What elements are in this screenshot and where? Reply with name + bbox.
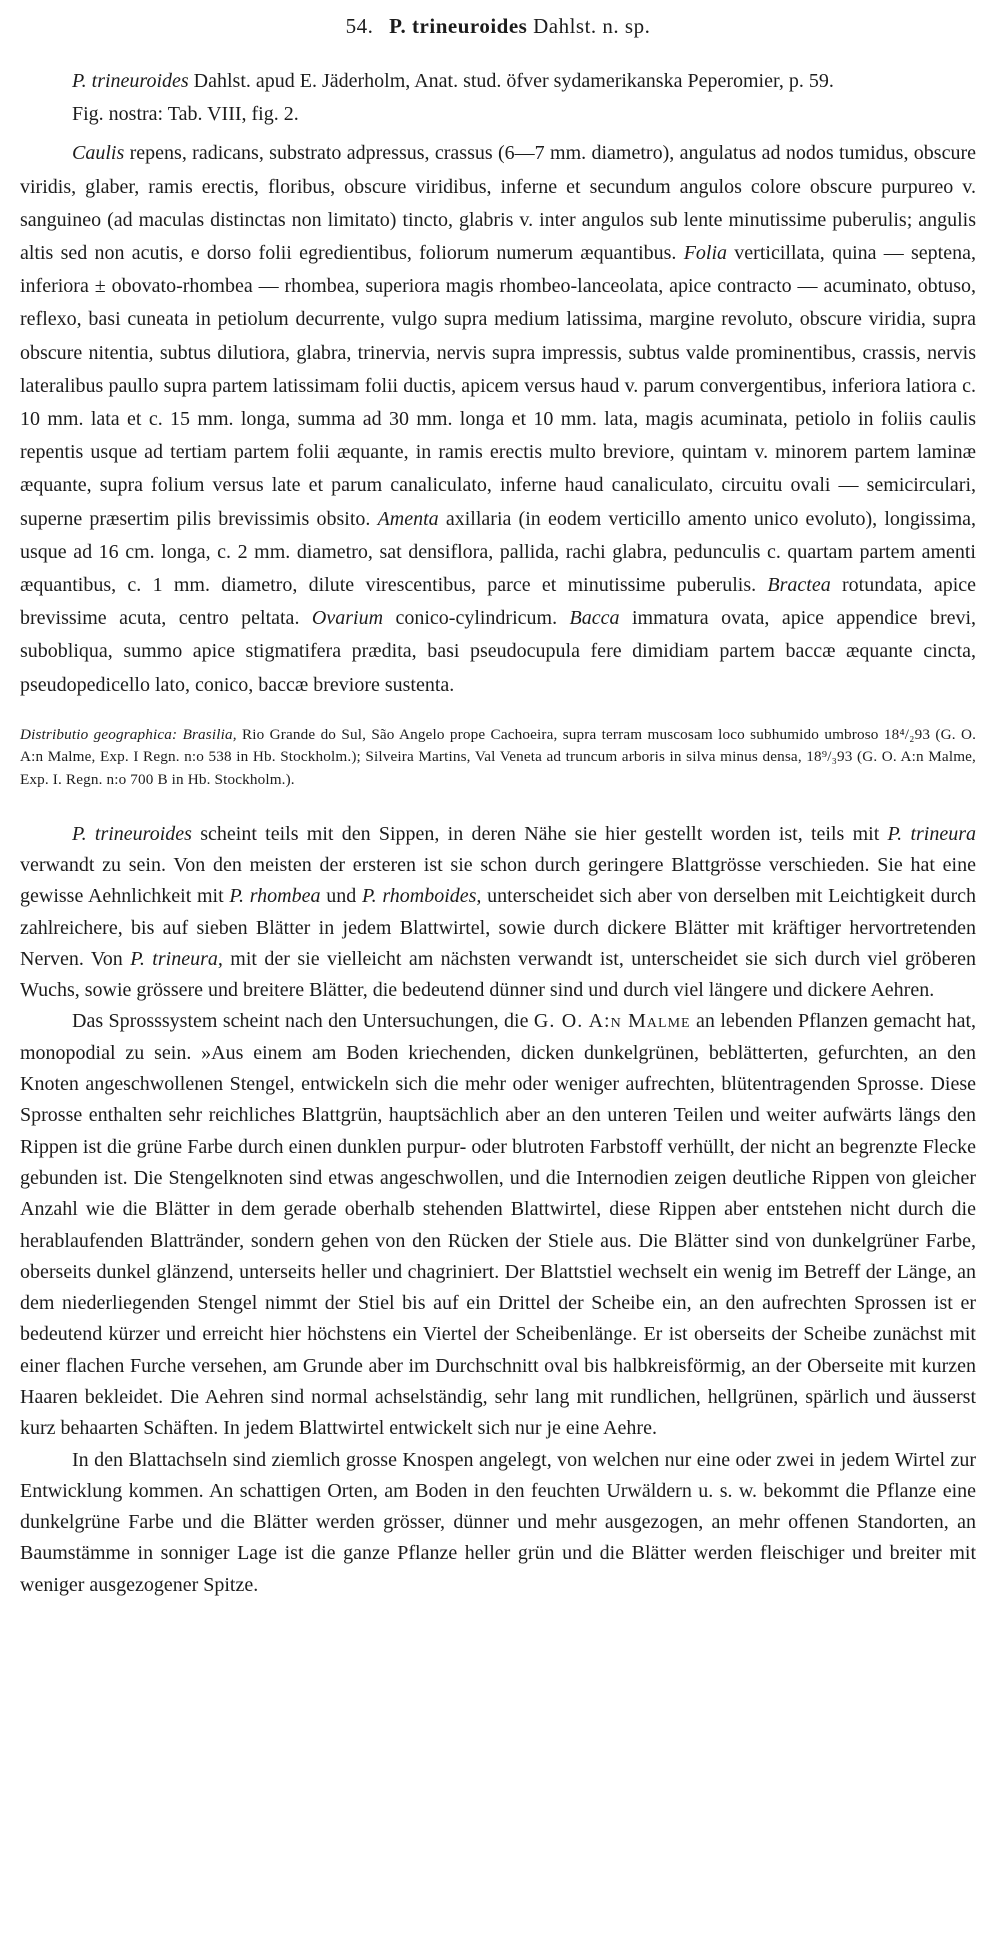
- taxon-name: P. rhombea: [229, 885, 321, 908]
- figure-reference: Fig. nostra: Tab. VIII, fig. 2.: [72, 103, 299, 126]
- discussion-paragraph-2: [20, 1006, 976, 1444]
- bacca-text: immatura ovata, apice appendice brevi, subobliqua, summo apice stigmatifera prædita, basi pseudocupula fere dimidiam partem baccæ æquante cincta, pseudopedicello lato, conico, baccæ breviore sustenta.: [20, 607, 977, 696]
- folia-text: verticillata, quina — septena, inferiora ± obovato-rhombea — rhombea, superiora magis rhombeo-lanceolata, apice contracto — acuminato, obtuso, reflexo, basi cuneata in petiolum decurrente, vulgo supra medium latissima, margine revoluto, obscure viridia, supra obscure nitentia, subtus dilutiora, glabra, trinervia, nervis supra impressis, subtus valde prominentibus, crassis, nervis lateralibus paullo supra partem latissimam folii ductis, apicem versus haud v. parum convergentibus, inferiora latiora c. 10 mm. lata et c. 15 mm. longa, summa ad 30 mm. longa et 10 mm. lata, magis acuminata, petiolo in foliis caulis repentis usque ad tertiam partem folii æquante, in ramis erectis multo breviore, quintam v. minorem partem laminæ æquante, supra folium versus late et parum canaliculato, inferne haud canaliculato, circuitu ovali — semicirculari, superne præsertim pilis brevissimis obsito.: [20, 242, 976, 530]
- discussion-text: und: [326, 885, 357, 908]
- collector-name: G. O. A:n Malme: [533, 1010, 691, 1033]
- discussion-paragraph-3: In den Blattachseln sind ziemlich grosse Knospen angelegt, von welchen nur eine oder zwei in jedem Wirtel zur Entwicklung kommen. An schattigen Orten, am Boden in den feuchten Urwäldern u. s. w. bekommt die Pflanze eine dunkelgrüne Farbe und die Blätter werden grösser, dünner und mehr ausgezogen, an mehr offenen Standorten, an Baumstämme in sonniger Lage ist die ganze Pflanze heller grün und die Blätter werden fleischiger und breiter mit weniger ausgezogener Spitze.: [20, 1448, 976, 1596]
- caulis-text: repens, radicans, substrato adpressus, crassus (6—7 mm. diametro), angulatus ad nodos tumidus, obscure viridis, glaber, ramis erectis, floribus, obscure viridibus, inferne et secundum angulos colore obscure purpureo v. sanguineo (ad maculas distinctas non limitato) tincto, glabris v. inter angulos sub lente minutissime puberulis; angulis altis sed non acutis, e dorso folii egredientibus, foliorum numerum æquantibus.: [20, 142, 977, 265]
- bacca-label: Bacca: [569, 607, 620, 630]
- distribution-paragraph: [20, 724, 976, 792]
- ovarium-text: conico-cylindricum.: [395, 607, 558, 630]
- taxon-name: P. trineura: [887, 822, 977, 845]
- species-name: P. trineuroides: [389, 14, 528, 38]
- caulis-label: Caulis: [72, 142, 125, 165]
- taxon-name: P. trineura,: [130, 947, 223, 970]
- distribution-text: Rio Grande do Sul, São Angelo prope Cachoeira, supra terram muscosam loco subhumido umbroso 18⁴/₂93 (G. O. A:n Malme, Exp. I Regn. n:o 538 in Hb. Stockholm.); Silveira Martins, Val Veneta ad truncum arboris in silva minus densa, 18⁹/₃93 (G. O. A:n Malme, Exp. I. Regn. n:o 700 B in Hb. Stockholm.).: [20, 725, 977, 789]
- discussion-text: verwandt zu sein. Von den meisten der ersteren ist sie schon durch geringere Blattgrösse verschieden. Sie hat eine gewisse Aehnlichkeit mit: [20, 853, 976, 908]
- amenta-label: Amenta: [377, 507, 439, 530]
- amenta-text: axillaria (in eodem verticillo amento unico evoluto), longissima, usque ad 16 cm. longa, c. 2 mm. diametro, sat densiflora, pallida, rachi glabra, pedunculis c. quartam partem amenti æquantibus, c. 1 mm. diametro, dilute virescentibus, parce et minutissime puberulis.: [20, 507, 977, 597]
- discussion-text: mit der sie vielleicht am nächsten verwandt ist, unterscheidet sie sich durch viel gröberen Wuchs, sowie grössere und breitere Blätter, die bedeutend dünner sind und durch viel längere und dickere Aehren.: [20, 947, 977, 1002]
- species-description: [20, 137, 976, 701]
- species-author: Dahlst. n. sp.: [533, 14, 651, 38]
- species-heading: [20, 14, 976, 39]
- discussion-text: unterscheidet sich aber von derselben mit Leichtigkeit durch zahlreichere, bis auf sieben Blätter in jedem Blattwirtel, sowie durch dickere Blätter mit kräftiger hervortretenden Nerven. Von: [20, 885, 977, 970]
- citation: [20, 65, 976, 98]
- bractea-label: Bractea: [767, 574, 831, 597]
- taxon-name: P. rhomboides,: [361, 885, 482, 908]
- discussion-text: an lebenden Pflanzen gemacht hat, monopodial zu sein. »Aus einem am Boden kriechenden, dicken dunkelgrünen, beblätterten, gefurchten, an den Knoten angeschwollenen Stengel, entwickeln sich die mehr oder weniger aufrechten, blütentragenden Sprosse. Diese Sprosse enthalten sehr reichliches Blattgrün, hauptsächlich aber an den unteren Teilen und weiter aufwärts längs den Rippen ist die grüne Farbe durch einen dunklen purpur- oder blutroten Farbstoff verhüllt, der nicht an begrenzte Flecke gebunden ist. Die Stengelknoten sind etwas angeschwollen, und die Internodien zeigen deutliche Rippen von gleicher Anzahl wie die Blätter in dem gerade oberhalb stehenden Blattwirtel, diese Rippen aber entstehen nicht durch die herablaufenden Blattränder, sondern gehen von den Rücken der Stiele aus. Die Blätter sind von dunkelgrüner Farbe, oberseits dunkel glänzend, unterseits heller und chagriniert. Der Blattstiel wechselt ein wenig im Betreff der Länge, an dem niederliegenden Stengel nimmt der Stiel bis auf ein Drittel der Scheibe ein, an den aufrechten Sprossen ist er bedeutend kürzer und erreicht hier höchstens ein Viertel der Scheibenlänge. Er ist oberseits der Scheibe zunächst mit einer flachen Furche versehen, am Grunde aber im Durchschnitt oval bis halbkreisförmig, an der Oberseite mit kurzen Haaren bekleidet. Die Aehren sind normal achselständig, sehr lang mit rundlichen, hellgrünen, spärlich und äusserst kurz behaarten Schäften. In jedem Blattwirtel entwickelt sich nur je eine Aehre.: [20, 1010, 977, 1440]
- document-page: [20, 6, 976, 1601]
- distribution-label: Distributio geographica:: [20, 725, 178, 743]
- species-number: 54.: [345, 14, 374, 38]
- citation-species: P. trineuroides: [72, 70, 189, 92]
- discussion-paragraph-1: [20, 819, 976, 1007]
- citation-text: Dahlst. apud E. Jäderholm, Anat. stud. öfver sydamerikanska Peperomier, p. 59.: [193, 70, 834, 92]
- taxon-name: P. trineuroides: [72, 822, 192, 845]
- discussion-text: scheint teils mit den Sippen, in deren Nähe sie hier gestellt worden ist, teils mit: [200, 822, 880, 845]
- bractea-text: rotundata, apice brevissime acuta, centro peltata.: [20, 574, 977, 630]
- discussion-text: Das Sprosssystem scheint nach den Untersuchungen, die: [72, 1010, 529, 1033]
- distribution-country: Brasilia,: [182, 725, 237, 743]
- folia-label: Folia: [683, 242, 728, 265]
- ovarium-label: Ovarium: [311, 607, 384, 630]
